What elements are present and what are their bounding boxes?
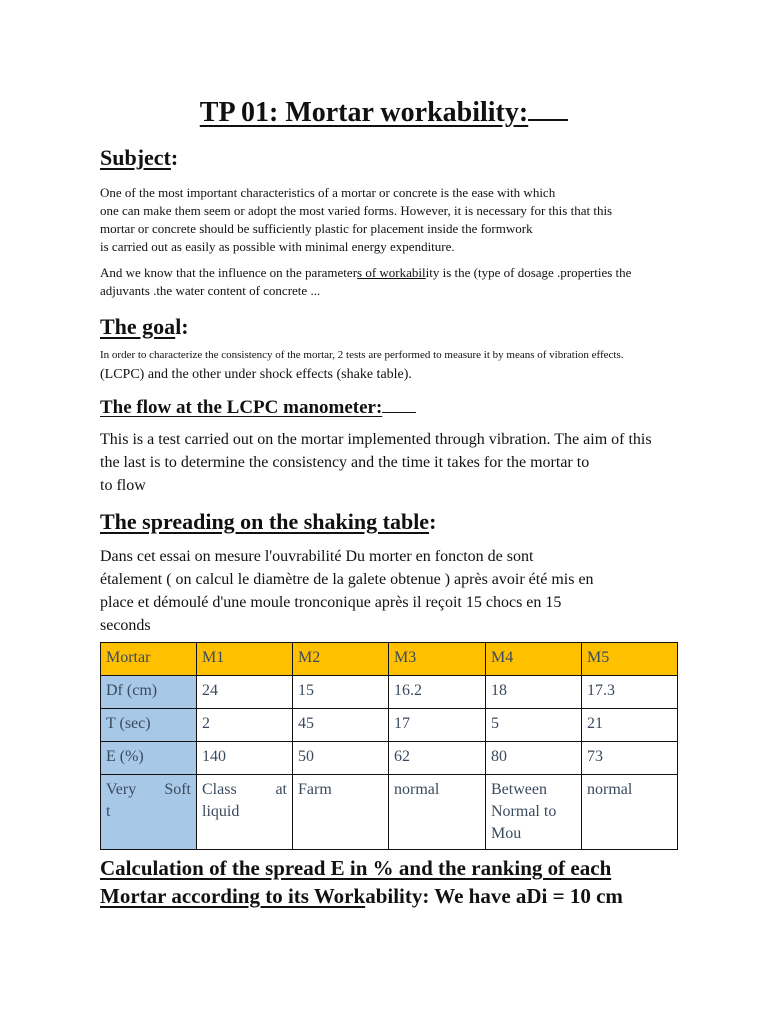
subject-heading: [100, 145, 178, 171]
table-cell: 50: [293, 742, 389, 775]
spreading-line: Dans cet essai on mesure l'ouvrabilité Du morter en foncton de sont: [100, 548, 534, 565]
table-cell: 15: [293, 676, 389, 709]
table-cell: 17.3: [582, 676, 678, 709]
table-row: [101, 709, 678, 742]
table-header-cell: M5: [582, 643, 678, 676]
table-cell-line: Very Soft: [106, 781, 191, 798]
table-row: [101, 775, 678, 850]
subject-para2-underlined: s of workabil: [357, 265, 426, 280]
subject-para2-part-c: ity is the (type of dosage .properties the: [425, 265, 632, 280]
lcpc-line: to flow: [100, 477, 146, 494]
table-cell-line: Between: [491, 781, 547, 798]
subject-para1-line: one can make them seem or adopt the most varied forms. However, it is necessary for this that this: [100, 203, 613, 218]
table-header-cell: Mortar: [101, 643, 197, 676]
lcpc-heading-underline-tail: [382, 398, 416, 413]
table-cell-line: Mou: [491, 825, 522, 842]
table-cell-line: t: [106, 803, 111, 820]
table-cell: 17: [389, 709, 486, 742]
table-cell: T (sec): [101, 709, 197, 742]
table-cell: normal: [389, 775, 486, 850]
lcpc-line: the last is to determine the consistency and the time it takes for the mortar to: [100, 454, 590, 471]
subject-para1-line: One of the most important characteristics of a mortar or concrete is the ease with which: [100, 185, 556, 200]
goal-heading-text: The goa: [100, 314, 176, 339]
goal-tiny-line: In order to characterize the consistency of the mortar, 2 tests are performed to measure it by means of vibration effects.: [100, 349, 624, 361]
table-header-cell: M4: [486, 643, 582, 676]
table-cell: [101, 775, 197, 850]
table-cell-line: Class at: [202, 781, 287, 798]
table-cell: 5: [486, 709, 582, 742]
spreading-heading: [100, 509, 436, 535]
lcpc-line: This is a test carried out on the mortar implemented through vibration. The aim of this: [100, 431, 652, 448]
table-cell: 21: [582, 709, 678, 742]
calculation-heading-line1: Calculation of the spread E in % and the ranking of each: [100, 856, 612, 880]
spreading-heading-suffix: :: [429, 509, 437, 534]
goal-line-2: (LCPC) and the other under shock effects (shake table).: [100, 367, 412, 382]
results-table: [100, 642, 678, 850]
calculation-heading: [100, 854, 720, 910]
subject-heading-text: Subject: [100, 145, 171, 170]
table-cell: 62: [389, 742, 486, 775]
calculation-heading-line2-underlined: Mortar according to its Work: [100, 884, 366, 908]
calculation-heading-line2: [100, 882, 720, 910]
goal-heading-suffix: l:: [175, 314, 189, 339]
table-cell: E (%): [101, 742, 197, 775]
page-title-text: TP 01: Mortar workability:: [199, 97, 529, 128]
table-header-row: [101, 643, 678, 676]
table-cell-line: Normal to: [491, 803, 557, 820]
spreading-heading-text: The spreading on the shaking table: [100, 509, 430, 534]
lcpc-heading-text: The flow at the LCPC manometer:: [100, 397, 383, 418]
title-underline-tail: [528, 97, 568, 121]
table-cell: [197, 775, 293, 850]
subject-para1-line: is carried out as easily as possible with minimal energy expenditure.: [100, 239, 455, 254]
lcpc-heading: [100, 396, 416, 420]
table-cell: 80: [486, 742, 582, 775]
subject-paragraph-2: [100, 264, 680, 300]
subject-para1-line: mortar or concrete should be sufficiently plastic for placement inside the formwork: [100, 221, 533, 236]
subject-para2-line2: adjuvants .the water content of concrete ...: [100, 283, 321, 298]
subject-paragraph-1: [100, 184, 680, 256]
table-cell-line: liquid: [202, 803, 240, 820]
table-cell: 2: [197, 709, 293, 742]
table-cell: 45: [293, 709, 389, 742]
table-cell: 18: [486, 676, 582, 709]
subject-para2-line1: [100, 264, 680, 282]
calculation-heading-line2-rest: ability: We have aDi = 10 cm: [365, 884, 623, 908]
table-row: [101, 676, 678, 709]
table-cell: 73: [582, 742, 678, 775]
spreading-paragraph: [100, 545, 700, 637]
table-cell: 24: [197, 676, 293, 709]
table-cell: Df (cm): [101, 676, 197, 709]
subject-para2-part-a: And we know that the influence on the parameter: [100, 265, 358, 280]
table-row: [101, 742, 678, 775]
spreading-line: étalement ( on calcul le diamètre de la galete obtenue ) après avoir été mis en: [100, 571, 594, 588]
goal-heading: [100, 314, 189, 340]
table-cell: normal: [582, 775, 678, 850]
table-header-cell: M2: [293, 643, 389, 676]
spreading-line: place et démoulé d'une moule tronconique après il reçoit 15 chocs en 15: [100, 594, 562, 611]
table-cell: 140: [197, 742, 293, 775]
spreading-line: seconds: [100, 617, 151, 634]
lcpc-paragraph: [100, 428, 700, 497]
table-header-cell: M1: [197, 643, 293, 676]
subject-heading-suffix: :: [170, 145, 179, 170]
table-cell: [486, 775, 582, 850]
table-header-cell: M3: [389, 643, 486, 676]
page-title: [0, 96, 768, 130]
table-cell: Farm: [293, 775, 389, 850]
table-cell: 16.2: [389, 676, 486, 709]
